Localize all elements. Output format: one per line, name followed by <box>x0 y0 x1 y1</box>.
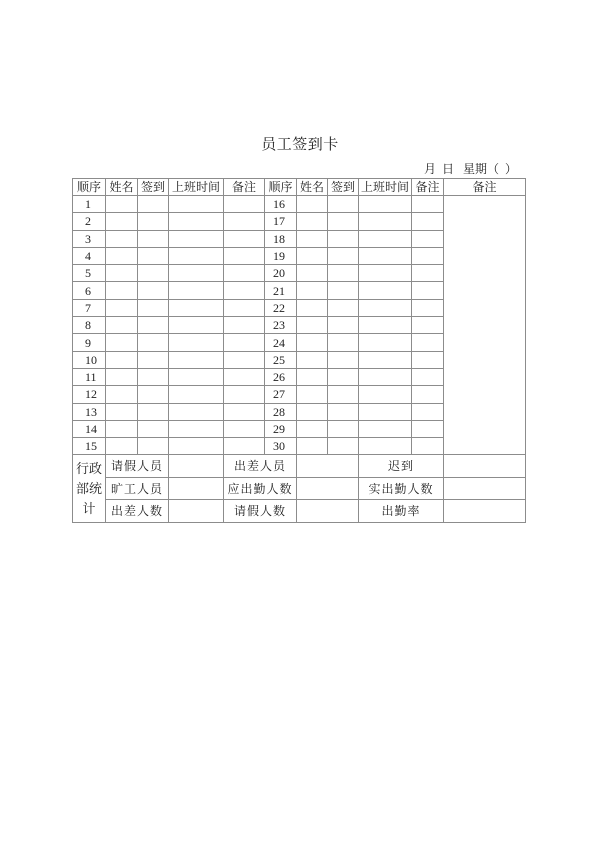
date-weekday-line: 月 日 星期（ ） <box>424 162 518 176</box>
remark-cell <box>224 351 265 368</box>
name-cell <box>106 351 138 368</box>
name-cell <box>106 265 138 282</box>
remark-cell <box>412 438 444 455</box>
stats-label: 出差人数 <box>106 500 169 522</box>
header-sign-in-2: 签到 <box>328 179 359 196</box>
sign-in-cell <box>328 213 359 230</box>
work-time-cell <box>359 247 412 264</box>
order-number-cell: 23 <box>265 317 297 334</box>
header-name: 姓名 <box>106 179 138 196</box>
work-time-cell <box>169 299 224 316</box>
remark-cell <box>224 420 265 437</box>
sign-in-cell <box>138 196 169 213</box>
sign-in-cell <box>138 403 169 420</box>
header-sign-in: 签到 <box>138 179 169 196</box>
order-number-cell: 1 <box>73 196 106 213</box>
sign-in-cell <box>328 265 359 282</box>
remark-cell <box>412 334 444 351</box>
header-work-time: 上班时间 <box>169 179 224 196</box>
work-time-cell <box>359 438 412 455</box>
sign-in-cell <box>138 265 169 282</box>
work-time-cell <box>359 351 412 368</box>
name-cell <box>297 386 328 403</box>
work-time-cell <box>359 282 412 299</box>
stats-label: 实出勤人数 <box>359 477 444 499</box>
order-number-cell: 22 <box>265 299 297 316</box>
order-number-cell: 19 <box>265 247 297 264</box>
remarks-column-cell <box>444 196 526 455</box>
work-time-cell <box>359 420 412 437</box>
document-title: 员工签到卡 <box>261 137 339 153</box>
work-time-cell <box>169 317 224 334</box>
remark-cell <box>412 299 444 316</box>
order-number-cell: 8 <box>73 317 106 334</box>
name-cell <box>106 334 138 351</box>
stats-value-cell <box>169 455 224 477</box>
name-cell <box>106 386 138 403</box>
order-number-cell: 17 <box>265 213 297 230</box>
stats-label: 出勤率 <box>359 500 444 522</box>
name-cell <box>297 317 328 334</box>
stats-value-cell <box>297 500 359 522</box>
name-cell <box>297 265 328 282</box>
work-time-cell <box>359 403 412 420</box>
order-number-cell: 10 <box>73 351 106 368</box>
name-cell <box>297 213 328 230</box>
order-number-cell: 12 <box>73 386 106 403</box>
sign-in-cell <box>328 386 359 403</box>
remark-cell <box>412 386 444 403</box>
sign-in-cell <box>328 282 359 299</box>
stats-row <box>73 455 526 477</box>
remark-cell <box>412 282 444 299</box>
name-cell <box>297 230 328 247</box>
header-remark: 备注 <box>224 179 265 196</box>
stats-value-cell <box>297 477 359 499</box>
order-number-cell: 18 <box>265 230 297 247</box>
sign-in-cell <box>328 334 359 351</box>
sign-in-cell <box>328 420 359 437</box>
sign-in-cell <box>328 403 359 420</box>
work-time-cell <box>169 334 224 351</box>
order-number-cell: 2 <box>73 213 106 230</box>
stats-label: 出差人员 <box>224 455 297 477</box>
order-number-cell: 20 <box>265 265 297 282</box>
sign-in-cell <box>138 334 169 351</box>
name-cell <box>106 317 138 334</box>
name-cell <box>106 368 138 385</box>
sign-in-cell <box>138 247 169 264</box>
sign-in-cell <box>138 299 169 316</box>
name-cell <box>106 247 138 264</box>
stats-label: 应出勤人数 <box>224 477 297 499</box>
order-number-cell: 11 <box>73 368 106 385</box>
name-cell <box>106 196 138 213</box>
remark-cell <box>412 351 444 368</box>
stats-row <box>73 500 526 522</box>
name-cell <box>297 368 328 385</box>
work-time-cell <box>169 386 224 403</box>
work-time-cell <box>169 351 224 368</box>
remark-cell <box>224 265 265 282</box>
work-time-cell <box>359 334 412 351</box>
remark-cell <box>412 213 444 230</box>
remark-cell <box>412 317 444 334</box>
order-number-cell: 25 <box>265 351 297 368</box>
header-remarks-column: 备注 <box>444 179 526 196</box>
name-cell <box>297 247 328 264</box>
table-header-row <box>73 179 526 196</box>
sign-in-cell <box>138 420 169 437</box>
sign-in-cell <box>138 386 169 403</box>
name-cell <box>297 351 328 368</box>
sign-in-cell <box>138 368 169 385</box>
order-number-cell: 14 <box>73 420 106 437</box>
name-cell <box>297 299 328 316</box>
order-number-cell: 7 <box>73 299 106 316</box>
order-number-cell: 26 <box>265 368 297 385</box>
sign-in-cell <box>328 247 359 264</box>
order-number-cell: 5 <box>73 265 106 282</box>
order-number-cell: 27 <box>265 386 297 403</box>
name-cell <box>106 420 138 437</box>
name-cell <box>106 299 138 316</box>
work-time-cell <box>169 196 224 213</box>
order-number-cell: 9 <box>73 334 106 351</box>
work-time-cell <box>359 299 412 316</box>
remark-cell <box>412 420 444 437</box>
remark-cell <box>224 196 265 213</box>
sign-in-cell <box>138 230 169 247</box>
remark-cell <box>224 299 265 316</box>
work-time-cell <box>359 368 412 385</box>
remark-cell <box>412 230 444 247</box>
remark-cell <box>412 265 444 282</box>
work-time-cell <box>359 386 412 403</box>
sign-in-cell <box>328 438 359 455</box>
remark-cell <box>224 386 265 403</box>
name-cell <box>106 230 138 247</box>
admin-stats-label: 行政部统计 <box>73 455 106 522</box>
remark-cell <box>412 368 444 385</box>
work-time-cell <box>169 213 224 230</box>
header-work-time-2: 上班时间 <box>359 179 412 196</box>
name-cell <box>297 438 328 455</box>
stats-value-cell <box>297 455 359 477</box>
work-time-cell <box>169 420 224 437</box>
sign-in-cell <box>138 213 169 230</box>
sign-in-cell <box>328 196 359 213</box>
stats-label: 请假人数 <box>224 500 297 522</box>
sign-in-cell <box>138 282 169 299</box>
remark-cell <box>224 438 265 455</box>
work-time-cell <box>169 438 224 455</box>
stats-value-cell <box>444 455 526 477</box>
order-number-cell: 21 <box>265 282 297 299</box>
remark-cell <box>224 282 265 299</box>
stats-label: 迟到 <box>359 455 444 477</box>
sign-in-cell <box>328 368 359 385</box>
name-cell <box>106 438 138 455</box>
name-cell <box>297 420 328 437</box>
sign-in-cell <box>328 351 359 368</box>
work-time-cell <box>169 230 224 247</box>
work-time-cell <box>359 265 412 282</box>
sign-in-cell <box>138 351 169 368</box>
sign-in-cell <box>138 317 169 334</box>
name-cell <box>297 334 328 351</box>
order-number-cell: 28 <box>265 403 297 420</box>
work-time-cell <box>169 282 224 299</box>
stats-value-cell <box>444 500 526 522</box>
remark-cell <box>224 213 265 230</box>
sign-in-cell <box>328 317 359 334</box>
name-cell <box>106 403 138 420</box>
stats-label: 旷工人员 <box>106 477 169 499</box>
remark-cell <box>412 196 444 213</box>
work-time-cell <box>169 403 224 420</box>
work-time-cell <box>359 196 412 213</box>
stats-value-cell <box>169 477 224 499</box>
remark-cell <box>412 403 444 420</box>
name-cell <box>297 196 328 213</box>
work-time-cell <box>359 213 412 230</box>
sign-in-table <box>72 178 526 523</box>
stats-row <box>73 477 526 499</box>
order-number-cell: 3 <box>73 230 106 247</box>
header-order: 顺序 <box>73 179 106 196</box>
name-cell <box>297 403 328 420</box>
sign-in-cell <box>138 438 169 455</box>
header-order-2: 顺序 <box>265 179 297 196</box>
order-number-cell: 30 <box>265 438 297 455</box>
order-number-cell: 15 <box>73 438 106 455</box>
remark-cell <box>224 403 265 420</box>
stats-value-cell <box>169 500 224 522</box>
order-number-cell: 16 <box>265 196 297 213</box>
remark-cell <box>224 247 265 264</box>
remark-cell <box>224 230 265 247</box>
work-time-cell <box>169 265 224 282</box>
work-time-cell <box>169 368 224 385</box>
sign-in-cell <box>328 299 359 316</box>
header-name-2: 姓名 <box>297 179 328 196</box>
remark-cell <box>412 247 444 264</box>
order-number-cell: 6 <box>73 282 106 299</box>
name-cell <box>106 282 138 299</box>
name-cell <box>106 213 138 230</box>
remark-cell <box>224 317 265 334</box>
work-time-cell <box>359 230 412 247</box>
sign-in-cell <box>328 230 359 247</box>
header-remark-2: 备注 <box>412 179 444 196</box>
work-time-cell <box>359 317 412 334</box>
stats-label: 请假人员 <box>106 455 169 477</box>
work-time-cell <box>169 247 224 264</box>
name-cell <box>297 282 328 299</box>
stats-value-cell <box>444 477 526 499</box>
order-number-cell: 4 <box>73 247 106 264</box>
order-number-cell: 13 <box>73 403 106 420</box>
order-number-cell: 29 <box>265 420 297 437</box>
table-row <box>73 196 526 213</box>
remark-cell <box>224 368 265 385</box>
remark-cell <box>224 334 265 351</box>
order-number-cell: 24 <box>265 334 297 351</box>
